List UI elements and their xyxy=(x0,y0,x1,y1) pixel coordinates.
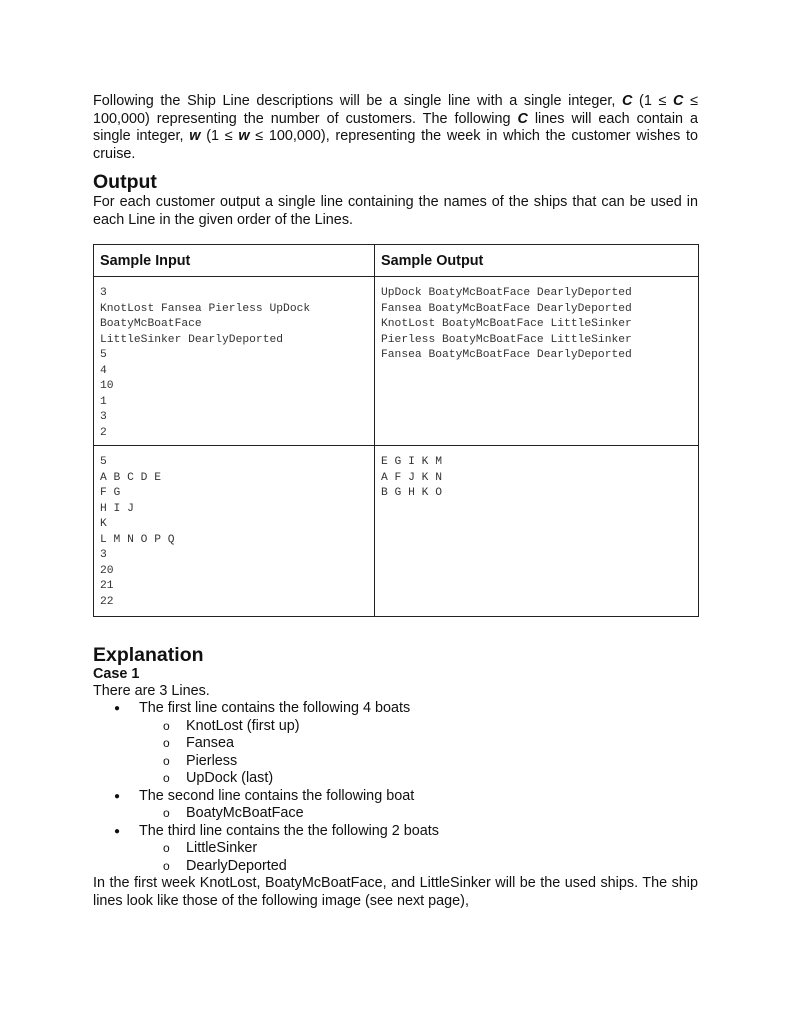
list-item: o KnotLost (first up) xyxy=(93,718,698,736)
text: (1 ≤ xyxy=(632,93,674,109)
list-item: o BoatyMcBoatFace xyxy=(93,805,698,823)
explanation-intro: There are 3 Lines. xyxy=(93,683,210,699)
text: lines will each contain a single integer, xyxy=(93,110,699,145)
var-c: C xyxy=(673,93,684,109)
input-description-paragraph xyxy=(93,93,698,163)
sample-output-header: Sample Output xyxy=(375,245,699,277)
list-item: o LittleSinker xyxy=(93,840,698,858)
var-c: C xyxy=(517,110,528,127)
table-row xyxy=(94,277,699,446)
text: ≤ 100,000), representing the week in which the customer wishes to cruise. xyxy=(93,128,698,162)
sample-input-1: 3 KnotLost Fansea Pierless UpDock BoatyMcBoatFace LittleSinker DearlyDeported 5 4 10 1 3 2 xyxy=(100,287,311,439)
text: ≤ 100,000) representing the number of customers. The following xyxy=(93,93,698,127)
sample-output-2: E G I K M A F J K N B G H K O xyxy=(381,456,443,499)
sample-input-header: Sample Input xyxy=(94,245,375,277)
text: (1 ≤ xyxy=(200,128,239,145)
lines-list xyxy=(93,700,698,875)
explanation-closing: In the first week KnotLost, BoatyMcBoatFace, and LittleSinker will be the used ships. The ship lines look like those of the following image (see next page), xyxy=(93,875,698,909)
output-description: For each customer output a single line containing the names of the ships that can be used in each Line in the given order of the Lines. xyxy=(93,194,698,228)
list-item: ● The second line contains the following boat xyxy=(93,788,698,806)
table-row xyxy=(94,446,699,617)
list-item: o DearlyDeported xyxy=(93,858,698,876)
sample-table xyxy=(93,244,699,617)
list-item: o Fansea xyxy=(93,735,698,753)
output-heading: Output xyxy=(93,171,157,193)
list-item: o Pierless xyxy=(93,753,698,771)
sample-output-1: UpDock BoatyMcBoatFace DearlyDeported Fansea BoatyMcBoatFace DearlyDeported KnotLost BoatyMcBoatFace LittleSinker Pierless BoatyMcBoatFace LittleSinker Fansea BoatyMcBoatFace DearlyDeported xyxy=(381,287,632,361)
list-item: o UpDock (last) xyxy=(93,770,698,788)
explanation-heading: Explanation xyxy=(93,644,204,666)
case-heading: Case 1 xyxy=(93,666,140,682)
var-w: w xyxy=(189,128,201,145)
list-item: ● The third line contains the the following 2 boats xyxy=(93,823,698,841)
text: Following the Ship Line descriptions will be a single line with a single integer, xyxy=(93,93,622,109)
var-w: w xyxy=(238,128,250,145)
var-c: C xyxy=(622,93,633,109)
list-item: ● The first line contains the following 4 boats xyxy=(93,700,698,718)
sample-input-2: 5 A B C D E F G H I J K L M N O P Q 3 20 21 22 xyxy=(100,456,175,608)
